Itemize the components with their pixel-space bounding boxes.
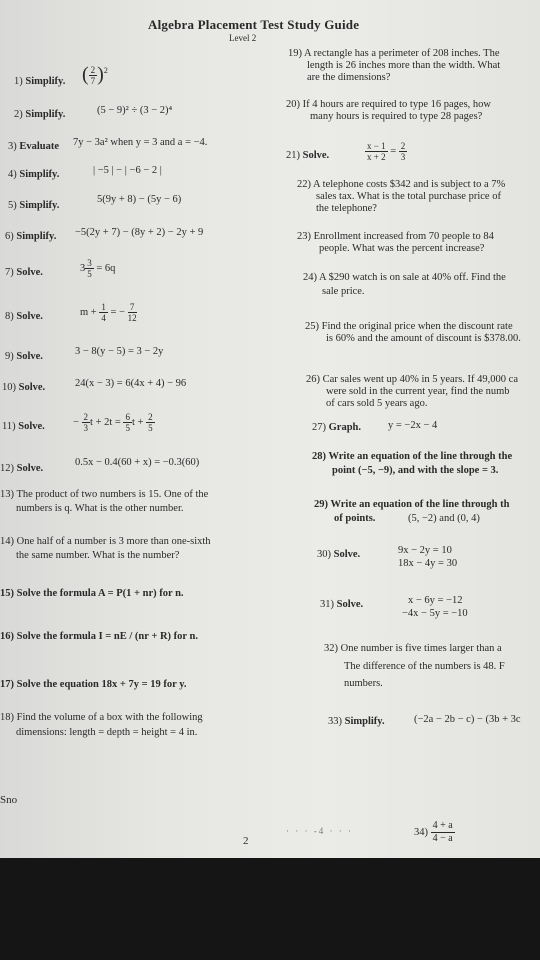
problem-29-points: (5, −2) and (0, 4) bbox=[408, 513, 480, 524]
problem-12-expr: 0.5x − 0.4(60 + x) = −0.3(60) bbox=[75, 457, 200, 468]
problem-2: 2) Simplify. bbox=[14, 109, 66, 120]
problem-23-line2: people. What was the percent increase? bbox=[319, 243, 485, 254]
problem-19-line2: length is 26 inches more than the width. What bbox=[307, 60, 501, 71]
problem-5: 5) Simplify. bbox=[8, 200, 60, 211]
problem-24: 24) A $290 watch is on sale at 40% off. Find the bbox=[303, 272, 506, 283]
margin-note: Sno bbox=[0, 794, 18, 806]
page-title: Algebra Placement Test Study Guide bbox=[148, 17, 360, 32]
problem-19-line3: are the dimensions? bbox=[307, 72, 391, 83]
problem-26-line3: of cars sold 5 years ago. bbox=[326, 398, 428, 409]
problem-3: 3) Evaluate bbox=[8, 141, 60, 152]
problem-25-line2: is 60% and the amount of discount is $378.00. bbox=[326, 333, 521, 344]
problem-31-eq1: x − 6y = −12 bbox=[408, 595, 463, 606]
problem-21: 21) Solve. bbox=[286, 150, 330, 161]
problem-7-expr: 3 $\frac{3}{5}$ = 6q bbox=[80, 258, 116, 279]
problem-7: 7) Solve. bbox=[5, 267, 43, 278]
problem-30-eq1: 9x − 2y = 10 bbox=[398, 545, 452, 556]
problem-1: 1) Simplify. bbox=[14, 76, 66, 87]
problem-9-expr: 3 − 8(y − 5) = 3 − 2y bbox=[75, 346, 164, 357]
problem-22-line2: sales tax. What is the total purchase price of bbox=[316, 191, 501, 202]
problem-31-eq2: −4x − 5y = −10 bbox=[402, 608, 468, 619]
problem-14: 14) One half of a number is 3 more than one-sixth bbox=[0, 536, 211, 547]
page-number: 2 bbox=[243, 835, 249, 847]
problem-6-expr: −5(2y + 7) − (8y + 2) − 2y + 9 bbox=[75, 227, 204, 238]
problem-31: 31) Solve. bbox=[320, 599, 364, 610]
problem-17: 17) Solve the equation 18x + 7y = 19 for y. bbox=[0, 679, 187, 690]
problem-30: 30) Solve. bbox=[317, 549, 361, 560]
problem-18: 18) Find the volume of a box with the following bbox=[0, 712, 203, 723]
problem-22-line3: the telephone? bbox=[316, 203, 377, 214]
problem-19: 19) A rectangle has a perimeter of 208 inches. The bbox=[288, 48, 500, 59]
problem-27: 27) Graph. bbox=[312, 422, 362, 433]
problem-20: 20) If 4 hours are required to type 16 pages, how bbox=[286, 99, 491, 110]
problem-13-line2: numbers is q. What is the other number. bbox=[16, 503, 184, 514]
problem-24-line2: sale price. bbox=[322, 286, 365, 297]
problem-8: 8) Solve. bbox=[5, 311, 43, 322]
problem-27-expr: y = −2x − 4 bbox=[388, 420, 438, 431]
problem-14-line2: the same number. What is the number? bbox=[16, 550, 180, 561]
problem-11-expr: − $\frac{2}{3}$ t + 2t = $\frac{6}{5}$ t + $\frac{2}{5}$ bbox=[73, 412, 153, 433]
problem-32-line3: numbers. bbox=[344, 678, 383, 689]
problem-16: 16) Solve the formula I = nE / (nr + R) for n. bbox=[0, 631, 198, 642]
problem-12: 12) Solve. bbox=[0, 463, 44, 474]
problem-1-expr: ( $\frac{2}{7}$ )$^2$ bbox=[82, 63, 108, 86]
problem-5-expr: 5(9y + 8) − (5y − 6) bbox=[97, 194, 182, 205]
problem-25: 25) Find the original price when the discount rate bbox=[305, 321, 513, 332]
problem-32: 32) One number is five times larger than a bbox=[324, 643, 502, 654]
level-label: Level 2 bbox=[229, 33, 257, 43]
problem-30-eq2: 18x − 4y = 30 bbox=[398, 558, 458, 569]
problem-34: 34) $\frac{4 + a}{4 - a}$ bbox=[414, 820, 453, 844]
problem-28-line2: point (−5, −9), and with the slope = 3. bbox=[332, 465, 499, 476]
problem-23: 23) Enrollment increased from 70 people to 84 bbox=[297, 231, 494, 242]
problem-9: 9) Solve. bbox=[5, 351, 43, 362]
problem-2-expr: (5 − 9)² ÷ (3 − 2)⁴ bbox=[97, 105, 173, 116]
problem-21-expr: $\frac{x - 1}{x + 2}$ = $\frac{2}{3}$ bbox=[367, 141, 406, 162]
problem-10: 10) Solve. bbox=[2, 382, 46, 393]
problem-11: 11) Solve. bbox=[2, 421, 45, 432]
problem-4: 4) Simplify. bbox=[8, 169, 60, 180]
dark-background bbox=[0, 858, 540, 960]
problem-26: 26) Car sales went up 40% in 5 years. If 49,000 ca bbox=[306, 374, 518, 385]
problem-32-line2: The difference of the numbers is 48. F bbox=[344, 661, 505, 672]
problem-3-expr: 7y − 3a² when y = 3 and a = −4. bbox=[73, 137, 208, 148]
problem-13: 13) The product of two numbers is 15. One of the bbox=[0, 489, 209, 500]
dotted-axis-sketch: · · · -4 · · · bbox=[286, 826, 353, 836]
problem-28: 28) Write an equation of the line through the bbox=[312, 451, 513, 462]
problem-20-line2: many hours is required to type 28 pages? bbox=[310, 111, 483, 122]
problem-22: 22) A telephone costs $342 and is subject to a 7% bbox=[297, 179, 506, 190]
problem-8-expr: m + $\frac{1}{4}$ = − $\frac{7}{12}$ bbox=[80, 302, 137, 323]
problem-33-expr: (−2a − 2b − c) − (3b + 3c bbox=[414, 714, 521, 725]
problem-6: 6) Simplify. bbox=[5, 231, 57, 242]
problem-26-line2: were sold in the current year, find the numb bbox=[326, 386, 510, 397]
problem-15: 15) Solve the formula A = P(1 + nr) for n. bbox=[0, 588, 184, 599]
problem-29: 29) Write an equation of the line through th bbox=[314, 499, 510, 510]
problem-33: 33) Simplify. bbox=[328, 716, 385, 727]
problem-4-expr: | −5 | − | −6 − 2 | bbox=[93, 165, 162, 176]
problem-29-line2: of points. bbox=[334, 513, 376, 524]
problem-10-expr: 24(x − 3) = 6(4x + 4) − 96 bbox=[75, 378, 187, 389]
problem-18-line2: dimensions: length = depth = height = 4 in. bbox=[16, 727, 198, 738]
